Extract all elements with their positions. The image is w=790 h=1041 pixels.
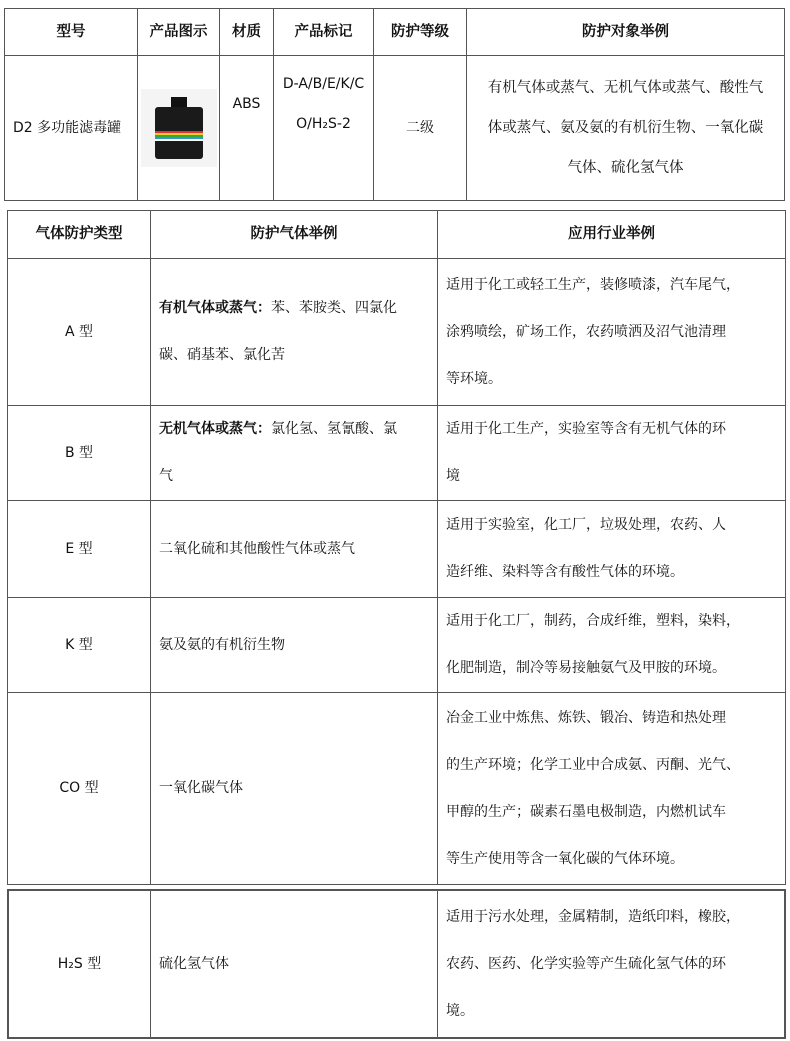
cell-industry	[437, 500, 786, 598]
cell-gas	[150, 500, 438, 598]
header-marking	[273, 8, 374, 56]
type-text: CO 型	[59, 780, 99, 796]
header-gas	[150, 210, 438, 259]
cell-image	[137, 55, 220, 201]
gas-line: 二氧化硫和其他酸性气体或蒸气	[159, 540, 355, 557]
header-image	[137, 8, 220, 56]
header-model	[4, 8, 138, 56]
gas-line: 碳、硝基苯、氯化苦	[159, 347, 285, 363]
model-text: D2 多功能滤毒罐	[13, 120, 122, 136]
industry-line: 适用于实验室，化工厂，垃圾处理，农药、人	[446, 517, 726, 533]
cell-industry	[437, 692, 786, 885]
cell-level	[373, 55, 467, 201]
cell-gas	[150, 405, 438, 501]
cell-type	[7, 258, 151, 406]
cell-industry	[437, 258, 786, 406]
industry-line: 冶金工业中炼焦、炼铁、锻冶、铸造和热处理	[446, 709, 726, 726]
industry-line: 造纤维、染料等含有酸性气体的环境。	[446, 564, 684, 580]
header-label: 防护对象举例	[582, 24, 669, 40]
industry-line: 境。	[446, 1002, 474, 1019]
header-label: 产品标记	[294, 24, 353, 40]
header-label: 防护气体举例	[250, 226, 338, 242]
cell-type	[7, 500, 151, 598]
cell-material	[219, 55, 274, 201]
header-label: 应用行业举例	[568, 226, 655, 242]
header-label: 材质	[232, 24, 261, 40]
industry-line: 甲醇的生产；碳素石墨电极制造，内燃机试车	[446, 803, 726, 820]
gas-line: 氨及氨的有机衍生物	[159, 636, 285, 653]
cell-type	[7, 692, 151, 885]
type-text: A 型	[64, 323, 94, 340]
header-level	[373, 8, 467, 56]
industry-line: 农药、医药、化学实验等产生硫化氢气体的环	[446, 955, 726, 972]
header-label: 防护等级	[391, 24, 449, 40]
industry-line: 适用于化工厂，制药，合成纤维，塑料，染料，	[446, 613, 740, 629]
filter-canister-image	[141, 89, 217, 167]
cell-industry	[437, 597, 786, 693]
header-label: 型号	[56, 24, 86, 40]
industry-line: 化肥制造，制冷等易接触氨气及甲胺的环境。	[446, 660, 726, 676]
cell-marking	[273, 55, 374, 201]
cell-model	[4, 55, 138, 201]
header-label: 产品图示	[149, 24, 208, 40]
type-text: H₂S 型	[57, 955, 102, 972]
level-text: 二级	[406, 120, 434, 136]
industry-line: 境	[446, 468, 460, 484]
marking-line: O/H₂S-2	[296, 116, 351, 132]
industry-line: 的生产环境；化学工业中合成氨、丙酮、光气、	[446, 756, 740, 773]
material-text: ABS	[232, 96, 261, 112]
marking-line: D-A/B/E/K/C	[282, 76, 365, 92]
gas-line: 一氧化碳气体	[159, 780, 243, 796]
gas-line: 硫化氢气体	[159, 955, 229, 972]
industry-line: 等环境。	[446, 370, 502, 387]
industry-line: 适用于化工生产，实验室等含有无机气体的环	[446, 421, 726, 437]
cell-type	[7, 889, 151, 1039]
gas-line: 气	[159, 468, 173, 484]
gas-line: 苯、苯胺类、四氯化	[271, 300, 397, 316]
header-targets	[466, 8, 785, 56]
gas-category-label: 有机气体或蒸气：	[159, 300, 271, 316]
type-text: K 型	[65, 636, 93, 653]
header-industry	[437, 210, 786, 259]
cell-gas	[150, 692, 438, 885]
industry-line: 涂鸦喷绘，矿场工作，农药喷洒及沼气池清理	[446, 323, 726, 340]
cell-gas	[150, 889, 438, 1039]
cell-gas	[150, 597, 438, 693]
header-type	[7, 210, 151, 259]
targets-line: 有机气体或蒸气、无机气体或蒸气、酸性气	[487, 80, 764, 96]
targets-line: 体或蒸气、氨及氨的有机衍生物、一氧化碳	[487, 120, 764, 136]
cell-gas	[150, 258, 438, 406]
industry-line: 适用于化工或轻工生产，装修喷漆，汽车尾气，	[446, 276, 740, 293]
cell-industry	[437, 405, 786, 501]
header-material	[219, 8, 274, 56]
header-label: 气体防护类型	[35, 226, 123, 242]
industry-line: 适用于污水处理，金属精制，造纸印料，橡胶，	[446, 908, 740, 925]
cell-targets	[466, 55, 785, 201]
cell-type	[7, 405, 151, 501]
type-text: B 型	[64, 444, 94, 461]
gas-line: 氯化氢、氢氰酸、氯	[271, 421, 397, 437]
targets-line: 气体、硫化氢气体	[567, 160, 684, 176]
type-text: E 型	[65, 540, 93, 557]
cell-industry	[437, 889, 786, 1039]
cell-type	[7, 597, 151, 693]
industry-line: 等生产使用等含一氧化碳的气体环境。	[446, 850, 684, 867]
gas-category-label: 无机气体或蒸气：	[159, 421, 271, 437]
